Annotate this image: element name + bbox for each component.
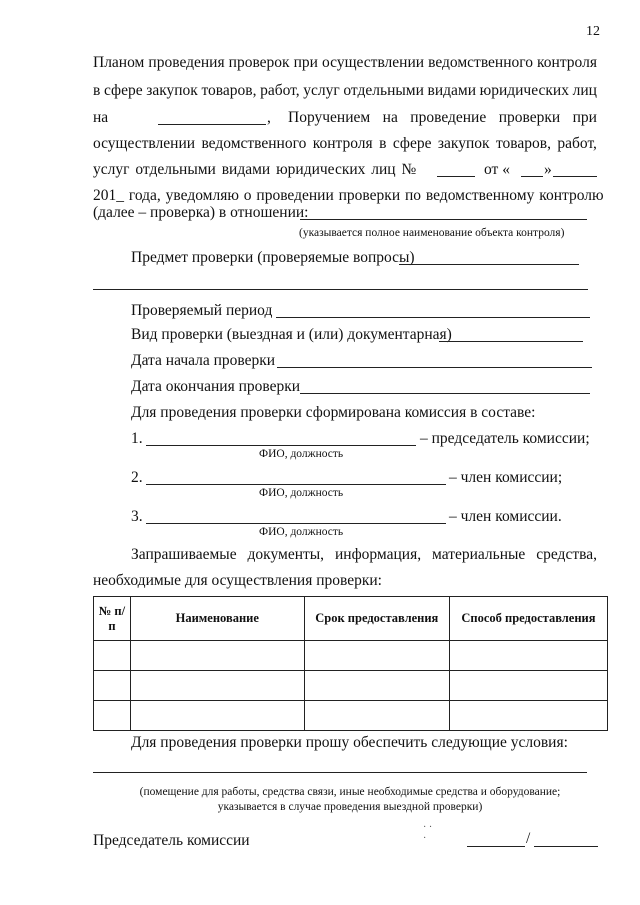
conditions-line[interactable] [93, 772, 587, 773]
table-cell[interactable] [94, 671, 131, 701]
member-2-number: 2. [131, 469, 143, 486]
member-2-line[interactable] [146, 484, 446, 485]
subject-line-2[interactable] [93, 289, 588, 290]
conditions-hint-1: (помещение для работы, средства связи, иные необходимые средства и оборудование; [139, 786, 561, 798]
table-row [94, 671, 608, 701]
order-day-blank[interactable] [521, 176, 543, 177]
header-number: № п/п [94, 597, 131, 641]
member-1-caption: ФИО, должность [259, 448, 344, 460]
table-cell[interactable] [130, 701, 304, 731]
table-cell[interactable] [449, 701, 607, 731]
table-cell[interactable] [130, 641, 304, 671]
object-name-line[interactable] [300, 219, 587, 220]
member-3-line[interactable] [146, 523, 446, 524]
conditions-hint-2: указывается в случае проведения выездной проверки) [217, 801, 483, 813]
documents-line-1: Запрашиваемые документы, информация, материальные средства, [131, 546, 597, 563]
plan-blank-line[interactable] [158, 124, 266, 125]
intro-line-3-end: Поручением на проведение проверки при [288, 109, 597, 126]
header-deadline: Срок предоставления [304, 597, 449, 641]
end-date-label: Дата окончания проверки [131, 378, 301, 395]
scan-noise: · · · [423, 822, 433, 844]
order-month-blank[interactable] [553, 176, 597, 177]
intro-line-3-comma: , [267, 109, 271, 126]
intro-line-6: 201_ года, уведомляю о проведении проверки по ведомственному контролю [93, 187, 604, 204]
table-cell[interactable] [449, 671, 607, 701]
member-1-number: 1. [131, 430, 143, 447]
table-cell[interactable] [94, 701, 131, 731]
table-cell[interactable] [130, 671, 304, 701]
table-row [94, 701, 608, 731]
intro-line-4: осуществлении ведомственного контроля в сфере закупок товаров, работ, [93, 135, 597, 152]
member-2-caption: ФИО, должность [259, 487, 344, 499]
member-3-role: – член комиссии. [449, 508, 562, 525]
period-line[interactable] [276, 317, 590, 318]
table-row [94, 641, 608, 671]
table-cell[interactable] [304, 671, 449, 701]
table-cell[interactable] [304, 701, 449, 731]
commission-intro: Для проведения проверки сформирована комиссия в составе: [131, 404, 536, 421]
start-date-label: Дата начала проверки [131, 352, 276, 369]
documents-table [93, 596, 608, 731]
conditions-label: Для проведения проверки прошу обеспечить следующие условия: [131, 734, 568, 751]
object-hint: (указывается полное наименование объекта контроля) [299, 227, 565, 239]
subject-line-1[interactable] [399, 264, 579, 265]
documents-line-2: необходимые для осуществления проверки: [93, 572, 382, 589]
signature-line[interactable] [467, 846, 525, 847]
header-name: Наименование [130, 597, 304, 641]
start-date-line[interactable] [277, 367, 592, 368]
intro-line-2: в сфере закупок товаров, работ, услуг отдельными видами юридических лиц [93, 82, 597, 99]
signature-label: Председатель комиссии [93, 832, 250, 849]
end-date-line[interactable] [300, 393, 590, 394]
type-line[interactable] [439, 341, 583, 342]
page-number: 12 [586, 24, 600, 39]
subject-label: Предмет проверки (проверяемые вопросы) [131, 249, 415, 266]
member-1-role: – председатель комиссии; [420, 430, 590, 447]
intro-line-5: услуг отдельными видами юридических лиц № [93, 161, 417, 178]
order-number-blank[interactable] [437, 176, 475, 177]
type-label: Вид проверки (выездная и (или) документарная) [131, 326, 452, 343]
intro-line-3-start: на [93, 109, 109, 126]
member-3-number: 3. [131, 508, 143, 525]
intro-line-1: Планом проведения проверок при осуществлении ведомственного контроля [93, 54, 597, 71]
member-2-role: – член комиссии; [449, 469, 563, 486]
table-header-row [94, 597, 608, 641]
signature-name-line[interactable] [534, 846, 598, 847]
header-method: Способ предоставления [449, 597, 607, 641]
signature-separator: / [526, 830, 531, 847]
table-cell[interactable] [304, 641, 449, 671]
table-cell[interactable] [94, 641, 131, 671]
intro-line-5-from: от « [484, 161, 510, 178]
member-3-caption: ФИО, должность [259, 526, 344, 538]
period-label: Проверяемый период [131, 302, 273, 319]
table-cell[interactable] [449, 641, 607, 671]
intro-line-5-quote: » [544, 161, 552, 178]
intro-line-7: (далее – проверка) в отношении: [93, 204, 309, 221]
member-1-line[interactable] [146, 445, 416, 446]
